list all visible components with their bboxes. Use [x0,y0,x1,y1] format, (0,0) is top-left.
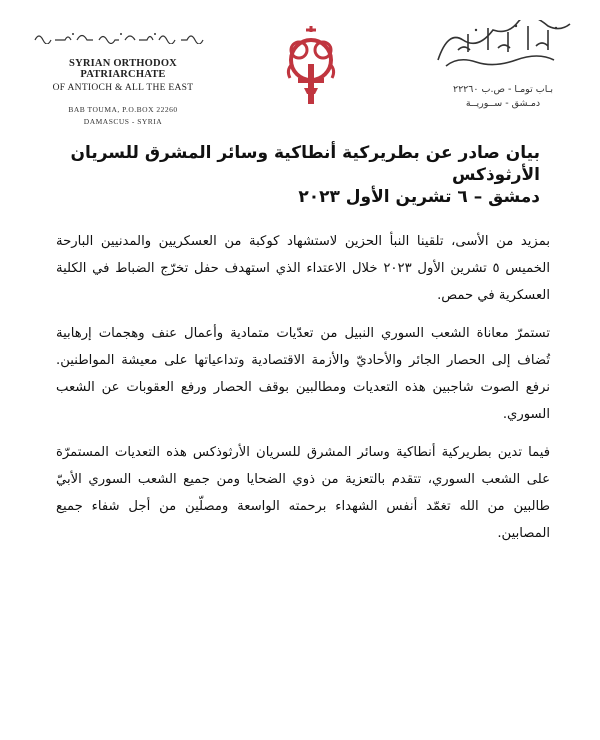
address-line-2: DAMASCUS - SYRIA [83,117,163,126]
paragraph: فيما تدين بطريركية أنطاكية وسائر المشرق للسريان الأرثوذكس هذه التعديات المستمرّة على الشعب السوري، تتقدم بالتعزية من ذوي الضحايا ومن جميع الشعب السوري الأبيّ طالبين من الله تغمّد أنفس الشهداء برحمته الواسعة ومصلّين من أجل شفاء جميع المصابين. [56,445,550,541]
arabic-address-line-2: دمـشق - ســوريــة [465,98,541,109]
statement-body [56,228,550,558]
arabic-calligraphy-logo-icon [428,20,578,74]
syriac-script-line [28,30,218,44]
address-line-1: BAB TOUMA, P.O.BOX 22260 [68,105,178,114]
paragraph: بمزيد من الأسى، تلقينا النبأ الحزين لاستشهاد كوكبة من العسكريين والمدنيين البارحة الخميس ٥ تشرين الأول ٢٠٢٣ خلال الاعتداء الذي استهدف حفل تخرّج الضباط في الكلية العسكرية في حمص. [56,234,550,303]
title-line-1: بيان صادر عن بطريركية أنطاكية وسائر المشرق للسريان الأرثوذكس [70,143,540,185]
letterhead-right [428,20,578,109]
patriarchate-subtitle: OF ANTIOCH & ALL THE EAST [52,83,194,93]
patriarchate-emblem-icon [278,24,344,110]
arabic-address-line-1: بـاب تومـا - ص.ب ٢٢٢٦٠ [452,84,554,95]
title-line-2: دمشق – ٦ تشرين الأول ٢٠٢٣ [298,187,540,207]
letterhead-left [28,30,218,126]
patriarchate-name: SYRIAN ORTHODOX PATRIARCHATE [69,58,177,80]
syriac-script-icon [33,30,213,44]
paragraph: تستمرّ معاناة الشعب السوري النبيل من تعدّيات متمادية وأعمال عنف وهجمات إرهابية تُضاف إلى الحصار الجائر والأحاديّ والأزمة الاقتصادية وتداعياتها على معيشة المواطنين. نرفع الصوت شاجبين هذه التعديات ومطالبين بوقف الحصار ورفع العقوبات عن الشعب السوري. [56,326,550,422]
statement-title [60,142,540,208]
